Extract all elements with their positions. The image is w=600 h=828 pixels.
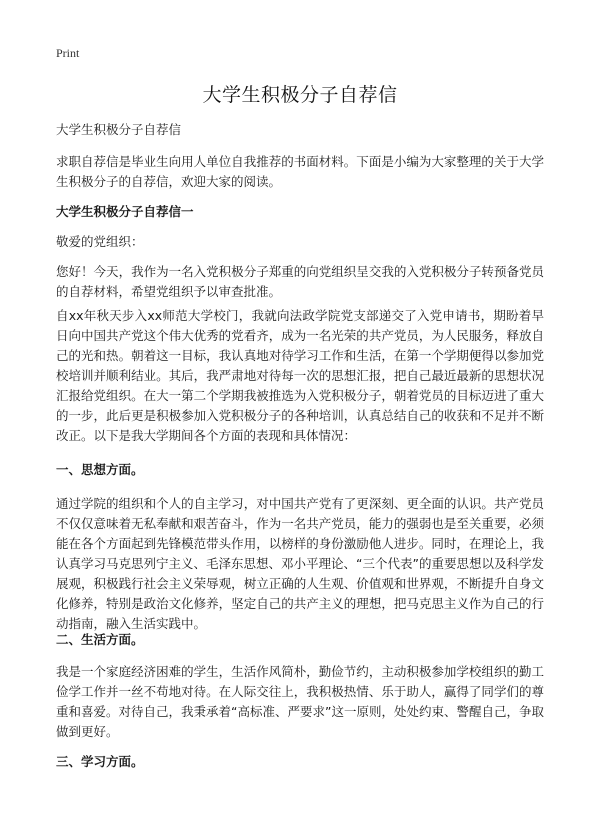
paragraph-1: 您好！今天，我作为一名入党积极分子郑重的向党组织呈交我的入党积极分子转预备党员的自荐材料，希望党组织予以审查批准。 — [56, 264, 544, 299]
heading-thought: 一、思想方面。 — [56, 462, 144, 477]
section-title: 大学生积极分子自荐信一 — [56, 204, 194, 219]
paragraph-3: 通过学院的组织和个人的自主学习，对中国共产党有了更深刻、更全面的认识。共产党员不仅仅意味着无私奉献和艰苦奋斗，作为一名共产党员，能力的强弱也是至关重要，必须能在各个方面起到先锋模范带头作用，以榜样的身份激励他人进步。同时，在理论上，我认真学习马克思列宁主义、毛泽东思想、邓小平理论、“三个代表”的重要思想以及科学发展观，积极践行社会主义荣辱观，树立正确的人生观、价值观和世界观，不断提升自身文化修养，特别是政治文化修养，坚定自己的共产主义的理想，把马克思主义作为自己的行动指南，融入生活实践中。 — [56, 496, 544, 631]
print-label: Print — [56, 46, 80, 60]
greeting: 敬爱的党组织： — [56, 234, 144, 249]
intro-paragraph: 求职自荐信是毕业生向用人单位自我推荐的书面材料。下面是小编为大家整理的关于大学生积极分子的自荐信，欢迎大家的阅读。 — [56, 154, 544, 189]
paragraph-4: 我是一个家庭经济困难的学生，生活作风简朴，勤俭节约，主动积极参加学校组织的勤工俭学工作并一丝不苟地对待。在人际交往上，我积极热情、乐于助人，赢得了同学们的尊重和喜爱。对待自己，我秉承着“高标准、严要求”这一原则，处处约束、警醒自己，争取做到更好。 — [56, 664, 544, 739]
paragraph-2: 自xx年秋天步入xx师范大学校门，我就向法政学院党支部递交了入党申请书，期盼着早日向中国共产党这个伟大优秀的党看齐，成为一名光荣的共产党员，为人民服务，释放自己的光和热。朝着这一目标，我认真地对待学习工作和生活，在第一个学期便得以参加党校培训并顺利结业。其后，我严肃地对待每一次的思想汇报，把自己最近最新的思想状况汇报给党组织。在大一第二个学期我被推选为入党积极分子，朝着党员的目标迈进了重大的一步，此后更是积极参加入党积极分子的各种培训，认真总结自己的收获和不足并不断改正。以下是我大学期间各个方面的表现和具体情况： — [56, 308, 544, 443]
subtitle: 大学生积极分子自荐信 — [56, 122, 182, 137]
heading-life: 二、生活方面。 — [56, 632, 144, 647]
document-title: 大学生积极分子自荐信 — [202, 84, 398, 106]
heading-study: 三、学习方面。 — [56, 754, 144, 769]
